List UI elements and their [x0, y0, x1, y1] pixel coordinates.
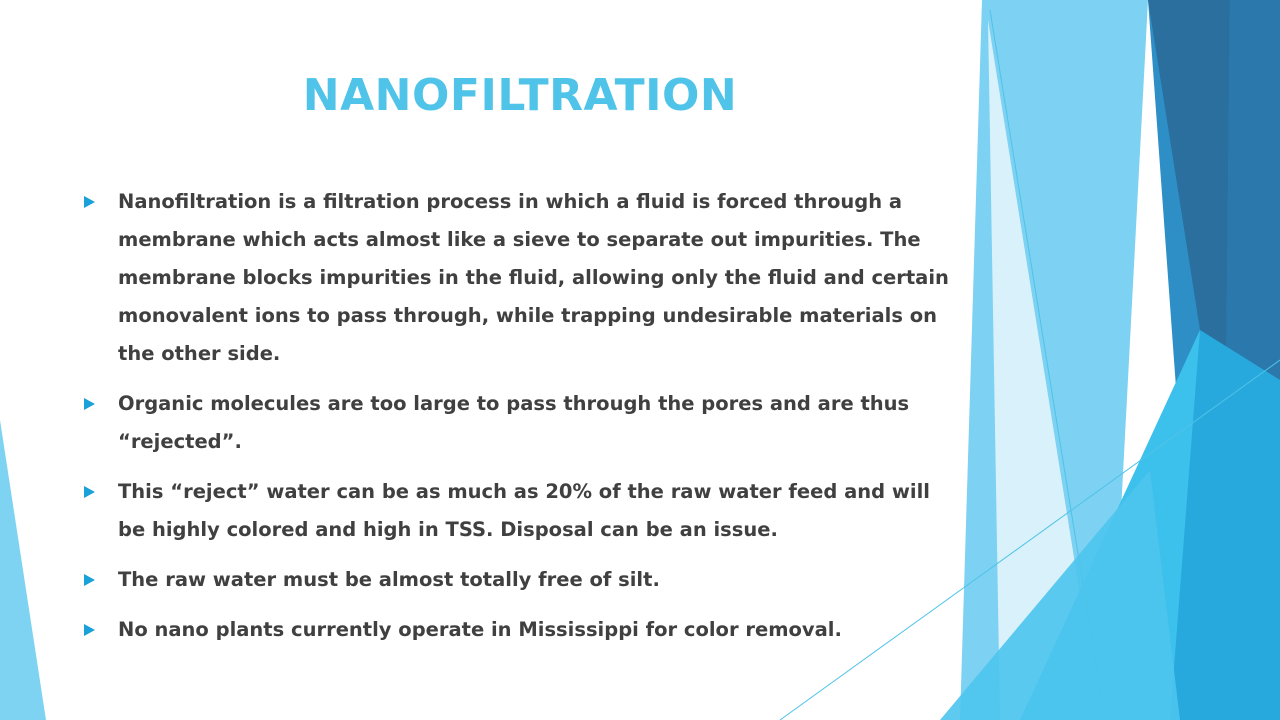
arrow-bullet-icon	[84, 398, 95, 410]
bullet-text: Organic molecules are too large to pass through the pores and are thus “rejected”.	[118, 392, 910, 453]
bullet-text: This “reject” water can be as much as 20% of the raw water feed and will be highly colored and high in TSS. Disposal can be an issue.	[118, 480, 930, 541]
bullet-item	[82, 611, 952, 649]
bullet-item	[82, 473, 952, 549]
bullet-text: Nanofiltration is a filtration process in which a fluid is forced through a membrane which acts almost like a sieve to separate out impurities. The membrane blocks impurities in the fluid, allowing only the fluid and certain monovalent ions to pass through, while trapping undesirable materials on the other side.	[118, 190, 949, 365]
left-accent-shape	[0, 420, 46, 720]
arrow-bullet-icon	[84, 574, 95, 586]
bullet-item	[82, 561, 952, 599]
slide-title: NANOFILTRATION	[302, 70, 738, 121]
arrow-bullet-icon	[84, 624, 95, 636]
bullet-list	[82, 183, 952, 661]
arrow-bullet-icon	[84, 486, 95, 498]
bullet-item	[82, 183, 952, 373]
bullet-item	[82, 385, 952, 461]
bullet-text: No nano plants currently operate in Mississippi for color removal.	[118, 618, 842, 641]
bullet-text: The raw water must be almost totally free of silt.	[118, 568, 660, 591]
arrow-bullet-icon	[84, 196, 95, 208]
